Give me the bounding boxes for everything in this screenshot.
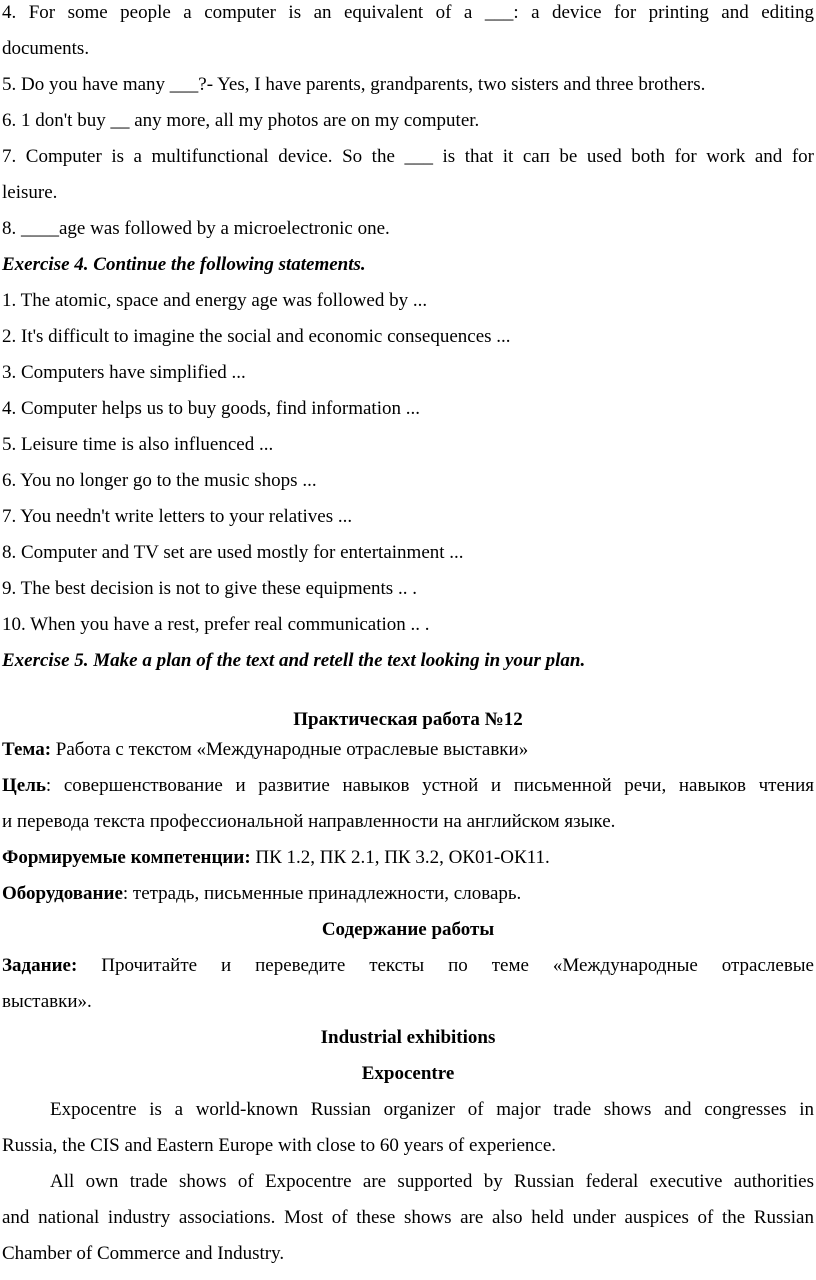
topic-label: Тема: — [2, 739, 52, 760]
article-subtitle: Expocentre — [361, 1063, 455, 1084]
exercise4-title: Exercise 4. Continue the following statements. — [2, 254, 366, 275]
exercise5-title: Exercise 5. Make a plan of the text and retell the text looking in your plan. — [2, 650, 586, 671]
exercise3-item-4-line2: documents. — [2, 38, 90, 59]
exercise4-item-6: 6. You no longer go to the music shops ... — [2, 470, 317, 491]
practical-goal-line2: и перевода текста профессиональной направленности на английском языке. — [2, 811, 616, 832]
paragraph1-line1: Expocentre is a world-known Russian organizer of major trade shows and congresses in — [50, 1099, 814, 1120]
exercise3-item-7-line1: 7. Computer is a multifunctional device. So the ___ is that it caп be used both for work and for — [2, 146, 814, 167]
article-title: Industrial exhibitions — [320, 1027, 496, 1048]
exercise4-item-1: 1. The atomic, space and energy age was followed by ... — [2, 290, 428, 311]
exercise4-item-4: 4. Computer helps us to buy goods, find information ... — [2, 398, 420, 419]
exercise3-item-8: 8. ____age was followed by a microelectronic one. — [2, 218, 390, 239]
practical-competencies — [2, 846, 814, 870]
task-line1-text: Прочитайте и переведите тексты по теме «Международные отраслевые — [77, 955, 814, 976]
exercise4-item-10: 10. When you have a rest, prefer real communication .. . — [2, 614, 430, 635]
equipment-value: : тетрадь, письменные принадлежности, словарь. — [122, 883, 522, 904]
exercise4-item-9: 9. The best decision is not to give these equipments .. . — [2, 578, 417, 599]
competencies-value: ПК 1.2, ПК 2.1, ПК 3.2, ОК01-ОК11. — [250, 847, 550, 868]
practical-topic — [2, 738, 814, 762]
exercise3-item-4-line1: 4. For some people a computer is an equivalent of a ___: a device for printing and editing — [2, 2, 814, 23]
task-label: Задание: — [2, 955, 78, 976]
content-heading: Содержание работы — [321, 919, 495, 940]
paragraph2-line2: and national industry associations. Most of these shows are also held under auspices of the Russian — [2, 1207, 814, 1228]
exercise4-item-7: 7. You needn't write letters to your relatives ... — [2, 506, 353, 527]
exercise3-item-7-line2: leisure. — [2, 182, 58, 203]
goal-line1: : совершенствование и развитие навыков устной и письменной речи, навыков чтения — [45, 775, 814, 796]
exercise3-item-5: 5. Do you have many ___?- Yes, I have parents, grandparents, two sisters and three brothers. — [2, 74, 706, 95]
practical-goal-line1 — [2, 774, 814, 798]
topic-value: Работа с текстом «Международные отраслевые выставки» — [51, 739, 529, 760]
paragraph2-line1: All own trade shows of Expocentre are supported by Russian federal executive authorities — [50, 1171, 814, 1192]
paragraph2-line3: Chamber of Commerce and Industry. — [2, 1243, 285, 1264]
exercise4-item-2: 2. It's difficult to imagine the social and economic consequences ... — [2, 326, 511, 347]
exercise4-item-8: 8. Computer and TV set are used mostly for entertainment ... — [2, 542, 464, 563]
task-line1 — [2, 954, 814, 978]
exercise3-item-6: 6. 1 don't buy __ any more, all my photos are on my computer. — [2, 110, 480, 131]
goal-label: Цель — [2, 775, 46, 796]
practical-heading: Практическая работа №12 — [293, 709, 523, 730]
paragraph1-line2: Russia, the CIS and Eastern Europe with close to 60 years of experience. — [2, 1135, 557, 1156]
equipment-label: Оборудование — [2, 883, 123, 904]
exercise4-item-3: 3. Computers have simplified ... — [2, 362, 246, 383]
practical-equipment — [2, 882, 814, 906]
task-line2: выставки». — [2, 991, 92, 1012]
competencies-label: Формируемые компетенции: — [2, 847, 251, 868]
exercise4-item-5: 5. Leisure time is also influenced ... — [2, 434, 274, 455]
